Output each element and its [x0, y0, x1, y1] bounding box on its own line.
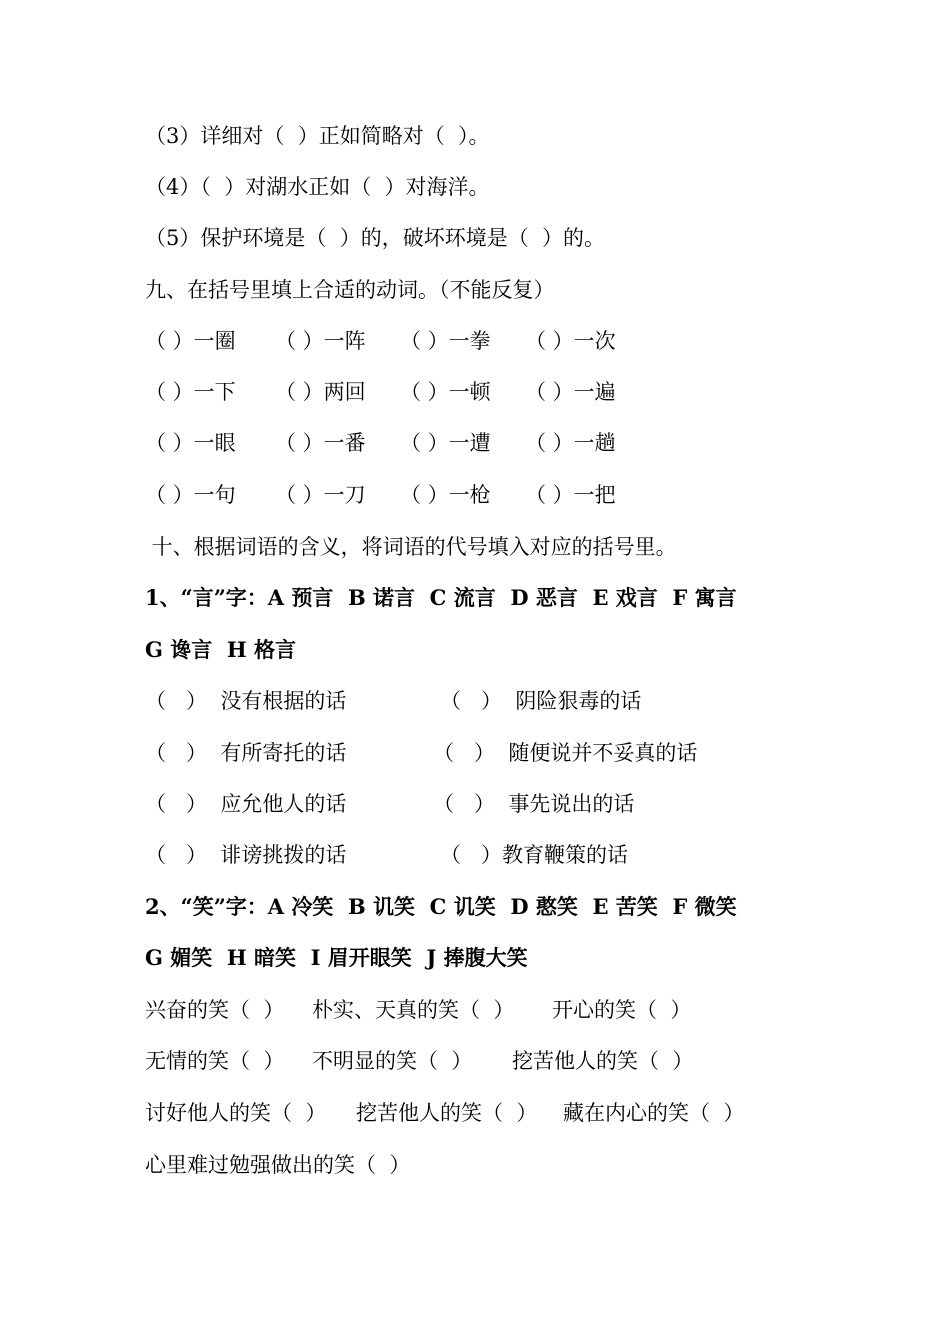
section-10-heading: 十、根据词语的含义，将词语的代号填入对应的括号里。 — [145, 535, 677, 559]
smile-blank: 挖苦他人的笑（ ） — [356, 1101, 538, 1125]
meaning-row — [145, 789, 635, 819]
verb-blank: （ ）一下 — [145, 380, 236, 404]
verb-blank: （ ）一把 — [525, 483, 616, 507]
verb-blank: （ ）一次 — [525, 329, 616, 353]
meaning-blank: （ ） 有所寄托的话 — [145, 741, 347, 765]
smile-blank: 朴实、天真的笑（ ） — [312, 998, 515, 1022]
meaning-blank: （ ）教育鞭策的话 — [440, 843, 629, 867]
smile-blank: 兴奋的笑（ ） — [145, 998, 285, 1022]
meaning-blank: （ ） 没有根据的话 — [145, 689, 347, 713]
meaning-blank: （ ） 阴险狠毒的话 — [440, 689, 642, 713]
verb-blank: （ ）一枪 — [400, 483, 491, 507]
verb-blank: （ ）一圈 — [145, 329, 236, 353]
analogy-item-5: （5）保护环境是（ ）的，破坏环境是（ ）的。 — [145, 226, 606, 250]
smile-row — [145, 1046, 694, 1076]
meaning-blank: （ ） 随便说并不妥真的话 — [433, 741, 698, 765]
part2-title-cont: G 媚笑 H 暗笑 I 眉开眼笑 J 捧腹大笑 — [145, 945, 528, 970]
verb-blank: （ ）一刀 — [275, 483, 366, 507]
meaning-row — [145, 738, 698, 768]
meaning-blank: （ ） 诽谤挑拨的话 — [145, 843, 347, 867]
meaning-row — [145, 840, 629, 870]
meaning-row — [145, 686, 642, 716]
smile-blank: 挖苦他人的笑（ ） — [512, 1049, 694, 1073]
verb-row — [145, 480, 616, 510]
smile-blank: 藏在内心的笑（ ） — [563, 1101, 745, 1125]
part2-title: 2、“笑”字：A 冷笑 B 讥笑 C 讥笑 D 憨笑 E 苦笑 F 微笑 — [145, 894, 737, 919]
verb-blank: （ ）一阵 — [275, 329, 366, 353]
analogy-item-4: （4）（ ）对湖水正如（ ）对海洋。 — [145, 175, 490, 199]
meaning-blank: （ ） 事先说出的话 — [433, 792, 635, 816]
verb-blank: （ ）一遍 — [525, 380, 616, 404]
verb-row — [145, 428, 616, 458]
verb-blank: （ ）一眼 — [145, 431, 236, 455]
meaning-blank: （ ） 应允他人的话 — [145, 792, 347, 816]
verb-blank: （ ）一趟 — [525, 431, 616, 455]
smile-blank: 讨好他人的笑（ ） — [145, 1101, 327, 1125]
verb-blank: （ ）一句 — [145, 483, 236, 507]
smile-row — [145, 995, 692, 1025]
analogy-item-3: （3）详细对（ ）正如简略对（ ）。 — [145, 124, 490, 148]
verb-blank: （ ）一顿 — [400, 380, 491, 404]
verb-blank: （ ）一拳 — [400, 329, 491, 353]
verb-row — [145, 377, 616, 407]
part1-title: 1、“言”字：A 预言 B 诺言 C 流言 D 恶言 E 戏言 F 寓言 — [145, 585, 737, 610]
smile-blank: 不明显的笑（ ） — [312, 1049, 473, 1073]
smile-blank: 开心的笑（ ） — [552, 998, 692, 1022]
verb-blank: （ ）两回 — [275, 380, 366, 404]
verb-row — [145, 326, 616, 356]
verb-blank: （ ）一番 — [275, 431, 366, 455]
smile-blank: 无情的笑（ ） — [145, 1049, 285, 1073]
smile-row — [145, 1098, 745, 1128]
smile-last-line: 心里难过勉强做出的笑（ ） — [145, 1153, 411, 1177]
verb-blank: （ ）一遭 — [400, 431, 491, 455]
part1-title-cont: G 谗言 H 格言 — [145, 637, 297, 662]
section-9-heading: 九、在括号里填上合适的动词。（不能反复） — [145, 278, 555, 302]
